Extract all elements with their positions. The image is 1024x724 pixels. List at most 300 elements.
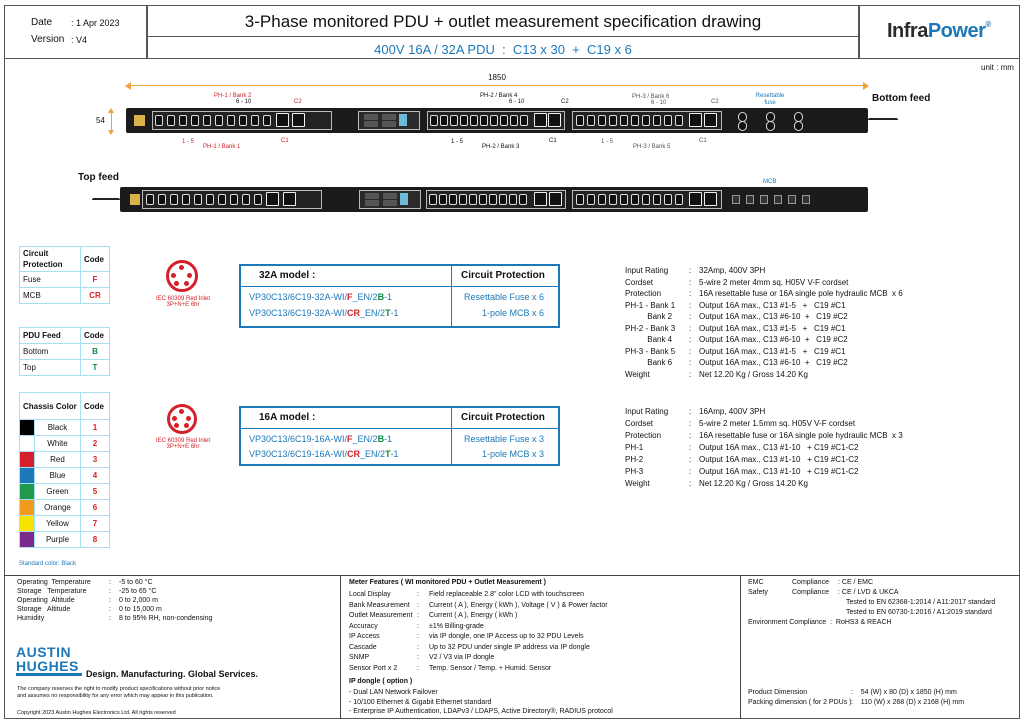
legend-circuit-row-code: CR [81, 288, 110, 304]
spec-sep: : [109, 597, 111, 604]
chassis-color-name: Yellow [35, 516, 81, 532]
spec-value: 16A resettable fuse or 16A single pole hydraulic MCB x 6 [699, 289, 903, 298]
outlet-c13 [182, 194, 190, 205]
sku-post: -1 [390, 308, 399, 318]
spec-row [349, 611, 739, 622]
spec-label: Operating Altitude [17, 597, 75, 604]
austin-hughes-logo [16, 645, 82, 676]
spec-row [625, 478, 1005, 490]
mcb-icon [746, 195, 754, 204]
chassis-color-row [20, 436, 110, 452]
title-divider [148, 36, 858, 37]
outlet-c13 [469, 194, 477, 205]
spec-value: Output 16A max., C13 #1-10 + C19 #C1-C2 [699, 455, 859, 464]
fuse-icon [794, 121, 803, 131]
outlet-c13 [146, 194, 154, 205]
model-box-32a [239, 264, 560, 328]
chassis-color-code: 4 [81, 468, 110, 484]
emc-label: EMC [748, 579, 764, 586]
spec-sep: : [109, 588, 111, 595]
spec-label: PH-1 [625, 443, 644, 452]
spec-label: Bank Measurement [349, 601, 410, 609]
emc-compliance: Compliance [792, 579, 829, 586]
outlet-c13 [167, 115, 175, 126]
spec-label: Bank 2 [625, 312, 673, 321]
chassis-color-name: Black [35, 420, 81, 436]
spec-row [625, 265, 1005, 277]
outlet-c13 [509, 194, 517, 205]
spec-label: PH-1 - Bank 1 [625, 300, 676, 310]
spec-value: Output 16A max., C13 #1-5 + C19 #C1 [699, 323, 846, 333]
registered-icon: ® [985, 20, 991, 29]
outlet-c13 [449, 194, 457, 205]
sku-mid: _EN/2 [360, 449, 386, 459]
outlet-c13 [510, 115, 518, 126]
legend-chassis-color [19, 392, 110, 548]
spec-value: Output 16A max., C13 #1-5 + C19 #C1 [699, 346, 846, 356]
outlet-c13 [155, 115, 163, 126]
legend-feed-row-code: T [81, 360, 110, 376]
model-cp-32a: Circuit Protection [461, 270, 545, 281]
footer-col-divider-2 [740, 575, 741, 719]
page-subtitle: 400V 16A / 32A PDU : C13 x 30 + C19 x 6 [374, 42, 632, 57]
outlet-c13 [470, 115, 478, 126]
spec-value: -5 to 60 °C [119, 579, 153, 586]
outlet-c13 [490, 115, 498, 126]
spec-row [349, 643, 739, 654]
color-swatch [20, 468, 35, 484]
model-prot-32a-fuse: Resettable Fuse x 6 [463, 292, 544, 302]
spec-sep: : [689, 455, 692, 464]
outlet-c13 [460, 115, 468, 126]
label-mcb: MCB [763, 179, 777, 185]
model-hline-16a [241, 428, 558, 429]
spec-sep: : [417, 591, 419, 598]
sku-feed-code: T [385, 308, 391, 318]
spec-sep: : [109, 615, 111, 622]
spec-row [17, 587, 337, 596]
lan-port-icon [382, 114, 396, 120]
power-cord-bottom [868, 118, 898, 124]
outlet-c13 [675, 194, 683, 205]
chassis-color-code: 2 [81, 436, 110, 452]
ip-dongle-features [349, 688, 739, 717]
chassis-color-name: Red [35, 452, 81, 468]
model-sku-16a-mcb [249, 449, 399, 460]
disclaimer-1: The company reserves the right to modify product specifications without prior notice [17, 686, 221, 692]
spec-value: Temp. Sensor / Temp. + Humid. Sensor [429, 664, 552, 672]
spec-sep: : [417, 612, 419, 619]
spec-value: -25 to 65 °C [119, 588, 157, 595]
pdu-label-plate [134, 115, 145, 126]
spec-label: PH-2 - Bank 3 [625, 323, 676, 333]
meter-features-title: Meter Features ( WI monitored PDU + Outlet Measurement ) [349, 579, 547, 586]
chassis-color-name: White [35, 436, 81, 452]
outlet-row-b [429, 194, 569, 206]
spec-value: Output 16A max., C13 #1-10 + C19 #C1-C2 [699, 443, 859, 452]
spec-sep: : [417, 664, 419, 672]
lan-port-icon [382, 121, 396, 127]
outlet-c13 [675, 115, 683, 126]
copyright: Copyright 2023 Austin Hughes Electronics Ltd. All rights reserved [17, 710, 176, 716]
height-line [111, 110, 112, 132]
chassis-color-code: 3 [81, 452, 110, 468]
spec-label: Local Display [349, 591, 391, 598]
outlet-c13 [620, 115, 628, 126]
legend-circuit-title: Circuit Protection [20, 247, 81, 272]
label-range-2: 1 - 5 [451, 139, 464, 145]
legend-feed-row-label: Bottom [20, 344, 81, 360]
spec-value: Output 16A max., C13 #6-10 + C19 #C2 [699, 335, 848, 344]
mcb-icon [760, 195, 768, 204]
outlet-c13 [239, 115, 247, 126]
label-ph1-bank2: PH-1 / Bank 2 [214, 93, 252, 99]
outlet-c13 [230, 194, 238, 205]
lan-port-icon [365, 200, 379, 206]
spec-sep: : [689, 467, 692, 476]
spec-sep: : [417, 643, 419, 651]
outlet-row-a [146, 194, 286, 206]
sku-mid: _EN/2 [360, 308, 386, 318]
arrow-down-icon [108, 130, 114, 135]
label-range-1: 1 - 5 [182, 139, 195, 145]
outlet-c19 [266, 192, 279, 206]
logo-text-b: Power [927, 20, 986, 42]
spec-value: 0 to 15,000 m [119, 606, 162, 613]
sku-prefix: VP30C13/6C19-32A-WI/ [249, 308, 348, 318]
label-ph2-bank3: PH-2 / Bank 3 [482, 144, 520, 150]
packing-dimension-row [748, 699, 1018, 709]
model-vline-32a [451, 266, 452, 326]
spec-label: Weight [625, 369, 650, 379]
logo-text-a: Infra [887, 20, 928, 42]
spec-value: 8 to 95% RH, non-condensing [119, 615, 213, 622]
sku-post: -1 [384, 434, 393, 444]
length-label: 1850 [488, 73, 506, 82]
chassis-color-row [20, 516, 110, 532]
arrow-left-icon [125, 82, 131, 90]
spec-sep: : [689, 323, 692, 333]
label-ph3-bank5: PH-3 / Bank 5 [633, 144, 671, 150]
mcb-icon [732, 195, 740, 204]
spec-row [625, 311, 1005, 323]
outlet-c13 [479, 194, 487, 205]
spec-list-16a [625, 406, 1005, 490]
spec-sep: : [417, 622, 419, 630]
outlet-c13 [653, 194, 661, 205]
brand-line-1: AUSTIN [16, 644, 72, 660]
model-vline-16a [451, 408, 452, 464]
spec-row [17, 578, 337, 587]
sku-post: -1 [384, 292, 393, 302]
spec-sep: : [689, 300, 692, 310]
spec-label: PH-3 [625, 467, 644, 476]
outlet-c13 [620, 194, 628, 205]
model-sku-32a-mcb [249, 308, 399, 319]
mcb-icon [774, 195, 782, 204]
spec-row [349, 664, 739, 675]
spec-row [625, 334, 1005, 346]
sku-prefix: VP30C13/6C19-16A-WI/ [249, 434, 348, 444]
version-value: : V4 [71, 35, 88, 45]
chassis-color-code: 1 [81, 420, 110, 436]
inlet-label-32a-2: 3P+N+E 6hr [166, 302, 200, 308]
outlet-c13 [642, 194, 650, 205]
outlet-c13 [251, 115, 259, 126]
spec-value: Net 12.20 Kg / Gross 14.20 Kg [699, 479, 808, 488]
spec-sep: : [417, 601, 419, 609]
model-cp-16a: Circuit Protection [461, 412, 545, 423]
label-c2-a: C2 [294, 99, 302, 105]
spec-label: Protection [625, 289, 662, 298]
spec-sep: : [109, 606, 111, 613]
spec-value: Output 16A max., C13 #1-10 + C19 #C1-C2 [699, 467, 859, 476]
outlet-c13 [439, 194, 447, 205]
spec-row [625, 466, 1005, 478]
outlet-c13 [429, 194, 437, 205]
sku-circuit-code: F [347, 434, 353, 444]
header-logo-box [859, 5, 1020, 59]
footer-divider [4, 575, 1020, 576]
inlet-label-32a: IEC 60309 Red Inlet [155, 296, 211, 302]
product-dim-label: Product Dimension [748, 689, 808, 696]
lan-port-icon [383, 200, 397, 206]
tested-standard-2: Tested to EN 60730-1:2016 / A1:2019 standard [846, 609, 992, 616]
spec-sep: : [689, 289, 692, 298]
spec-sep: : [689, 335, 692, 344]
sku-mid: _EN/2 [352, 434, 378, 444]
label-c1-a: C1 [281, 138, 289, 144]
spec-row [625, 442, 1005, 454]
emc-value: : CE / EMC [838, 579, 874, 586]
pdu-bottom-feed [126, 108, 868, 133]
spec-label: PH-3 - Bank 5 [625, 346, 676, 356]
dimension-length [126, 74, 868, 88]
label-range-3: 1 - 5 [601, 139, 614, 145]
spec-sep: : [689, 419, 692, 428]
spec-row [349, 601, 739, 612]
label-resettable-fuse: Resettable fuse [755, 93, 785, 106]
spec-value: 5-wire 2 meter 4mm sq. H05V V-F cordset [699, 277, 849, 287]
label-c1-c: C1 [699, 138, 707, 144]
spec-row [625, 323, 1005, 335]
model-prot-16a-fuse: Resettable Fuse x 3 [463, 434, 544, 444]
lan-port-icon [365, 193, 379, 199]
spec-label: Bank 6 [625, 358, 673, 367]
spec-sep: : [689, 358, 692, 367]
outlet-c13 [500, 115, 508, 126]
spec-sep: : [689, 407, 692, 416]
legend-circuit-protection [19, 246, 110, 304]
outlet-c13 [194, 194, 202, 205]
chassis-color-code: 8 [81, 532, 110, 548]
environment-specs [17, 578, 337, 623]
outlet-c13 [215, 115, 223, 126]
lcd-display-icon [400, 193, 408, 205]
pdu-label-plate [130, 194, 140, 205]
outlet-c13 [609, 115, 617, 126]
spec-value: Net 12.20 Kg / Gross 14.20 Kg [699, 369, 808, 379]
sku-circuit-code: F [347, 292, 353, 302]
mcb-icon [788, 195, 796, 204]
arrow-right-icon [863, 82, 869, 90]
spec-sep: : [689, 431, 692, 440]
unit-label: unit : mm [981, 63, 1014, 72]
date-value: : 1 Apr 2023 [71, 18, 120, 28]
outlet-c13 [158, 194, 166, 205]
power-cord-top [92, 198, 120, 204]
spec-sep: : [417, 654, 419, 661]
meter-features [349, 590, 739, 674]
disclaimer-2: and assumes no responsibility for any error which may appear in this publication. [17, 693, 214, 699]
outlet-c13 [598, 194, 606, 205]
spec-label: Cascade [349, 643, 377, 651]
spec-value: Output 16A max., C13 #1-5 + C19 #C1 [699, 300, 846, 310]
chassis-color-code: 7 [81, 516, 110, 532]
cert-block [748, 578, 1018, 628]
sku-prefix: VP30C13/6C19-16A-WI/ [249, 449, 348, 459]
spec-value: Current ( A ), Energy ( kWh ), Voltage ( V ) & Power factor [429, 601, 608, 609]
color-swatch [20, 532, 35, 548]
outlet-c13 [206, 194, 214, 205]
color-swatch [20, 452, 35, 468]
spec-value: ±1% Billing-grade [429, 622, 484, 630]
outlet-c19 [689, 113, 702, 127]
spec-label: Cordset [625, 419, 654, 428]
spec-label: Bank 4 [625, 335, 673, 344]
legend-circuit-row-label: Fuse [20, 272, 81, 288]
outlet-c13 [576, 115, 584, 126]
outlet-c13 [653, 115, 661, 126]
legend-circuit-row-code: F [81, 272, 110, 288]
spec-sep: : [689, 479, 692, 488]
outlet-c13 [576, 194, 584, 205]
outlet-c19 [548, 113, 561, 127]
outlet-c13 [489, 194, 497, 205]
model-hline-32a [241, 286, 558, 287]
spec-label: Weight [625, 479, 650, 488]
legend-circuit-row-label: MCB [20, 288, 81, 304]
spec-row [349, 622, 739, 633]
spec-value: via IP dongle, one IP Access up to 32 PDU Levels [429, 633, 584, 640]
header-meta-box [4, 5, 147, 59]
outlet-c13 [664, 194, 672, 205]
outlet-c19 [292, 113, 305, 127]
outlet-c19 [704, 192, 717, 206]
spec-sep: : [417, 633, 419, 640]
safety-compliance: Compliance [792, 589, 829, 596]
outlet-c19 [534, 113, 547, 127]
color-swatch [20, 420, 35, 436]
chassis-color-name: Purple [35, 532, 81, 548]
model-sku-16a-fuse [249, 434, 392, 445]
spec-row [625, 288, 1005, 300]
spec-label: Accuracy [349, 622, 378, 630]
legend-chassis-code-header: Code [81, 393, 110, 420]
outlet-c13 [642, 115, 650, 126]
outlet-c13 [609, 194, 617, 205]
spec-label: Input Rating [625, 266, 669, 275]
color-swatch [20, 436, 35, 452]
outlet-c13 [179, 115, 187, 126]
chassis-color-code: 6 [81, 500, 110, 516]
outlet-c19 [534, 192, 547, 206]
dongle-feature: - Dual LAN Network Failover [349, 689, 438, 696]
pdu-top-feed [120, 187, 868, 212]
spec-row [625, 406, 1005, 418]
standard-color-note: Standard color: Black [19, 561, 77, 567]
sku-post: -1 [390, 449, 399, 459]
spec-value: 0 to 2,000 m [119, 597, 158, 604]
color-swatch [20, 500, 35, 516]
sku-feed-code: B [377, 292, 385, 302]
safety-value: : CE / LVD & UKCA [838, 589, 899, 596]
label-c2-b: C2 [561, 99, 569, 105]
spec-label: Outlet Measurement [349, 612, 413, 619]
fuse-icon [738, 121, 747, 131]
spec-sep: : [689, 266, 692, 275]
spec-row [625, 454, 1005, 466]
header-title-box [147, 5, 859, 59]
sku-feed-code: B [377, 434, 385, 444]
legend-circuit-code-header: Code [81, 247, 110, 272]
spec-row [625, 300, 1005, 312]
outlet-c13 [170, 194, 178, 205]
version-label: Version [31, 34, 65, 45]
label-ph1-bank1: PH-1 / Bank 1 [203, 144, 241, 150]
height-label: 54 [96, 116, 105, 125]
product-dim-value: : 54 (W) x 80 (D) x 1850 (H) mm [851, 689, 957, 696]
outlet-c13 [520, 115, 528, 126]
spec-row [625, 430, 1005, 442]
outlet-c13 [480, 115, 488, 126]
spec-row [625, 418, 1005, 430]
outlet-c13 [203, 115, 211, 126]
spec-row [17, 605, 337, 614]
spec-row [349, 632, 739, 643]
chassis-color-row [20, 452, 110, 468]
spec-row [625, 357, 1005, 369]
spec-row [17, 614, 337, 623]
legend-chassis-title: Chassis Color [20, 393, 81, 420]
spec-label: Storage Altitude [17, 606, 71, 613]
label-c2-c: C2 [711, 99, 719, 105]
spec-label: Humidity [17, 615, 45, 622]
spec-sep: : [689, 312, 692, 321]
legend-feed-row-label: Top [20, 360, 81, 376]
outlet-c13 [218, 194, 226, 205]
outlet-c13 [664, 115, 672, 126]
model-sku-32a-fuse [249, 292, 392, 303]
footer-col-divider-1 [340, 575, 341, 719]
spec-sep: : [689, 277, 692, 287]
outlet-c13 [450, 115, 458, 126]
outlet-c13 [519, 194, 527, 205]
sku-mid: _EN/2 [352, 292, 378, 302]
spec-row [625, 277, 1005, 289]
spec-label: Input Rating [625, 407, 669, 416]
color-swatch [20, 516, 35, 532]
legend-feed-row-code: B [81, 344, 110, 360]
tested-standard-1: Tested to EN 62368-1:2014 / A11:2017 standard [846, 599, 996, 606]
outlet-c13 [242, 194, 250, 205]
spec-value: 16A resettable fuse or 16A single pole hydraulic MCB x 3 [699, 431, 903, 440]
arrow-up-icon [108, 108, 114, 113]
chassis-color-row [20, 420, 110, 436]
fuse-icon [766, 121, 775, 131]
outlet-c13 [191, 115, 199, 126]
spec-label: IP Access [349, 633, 380, 640]
